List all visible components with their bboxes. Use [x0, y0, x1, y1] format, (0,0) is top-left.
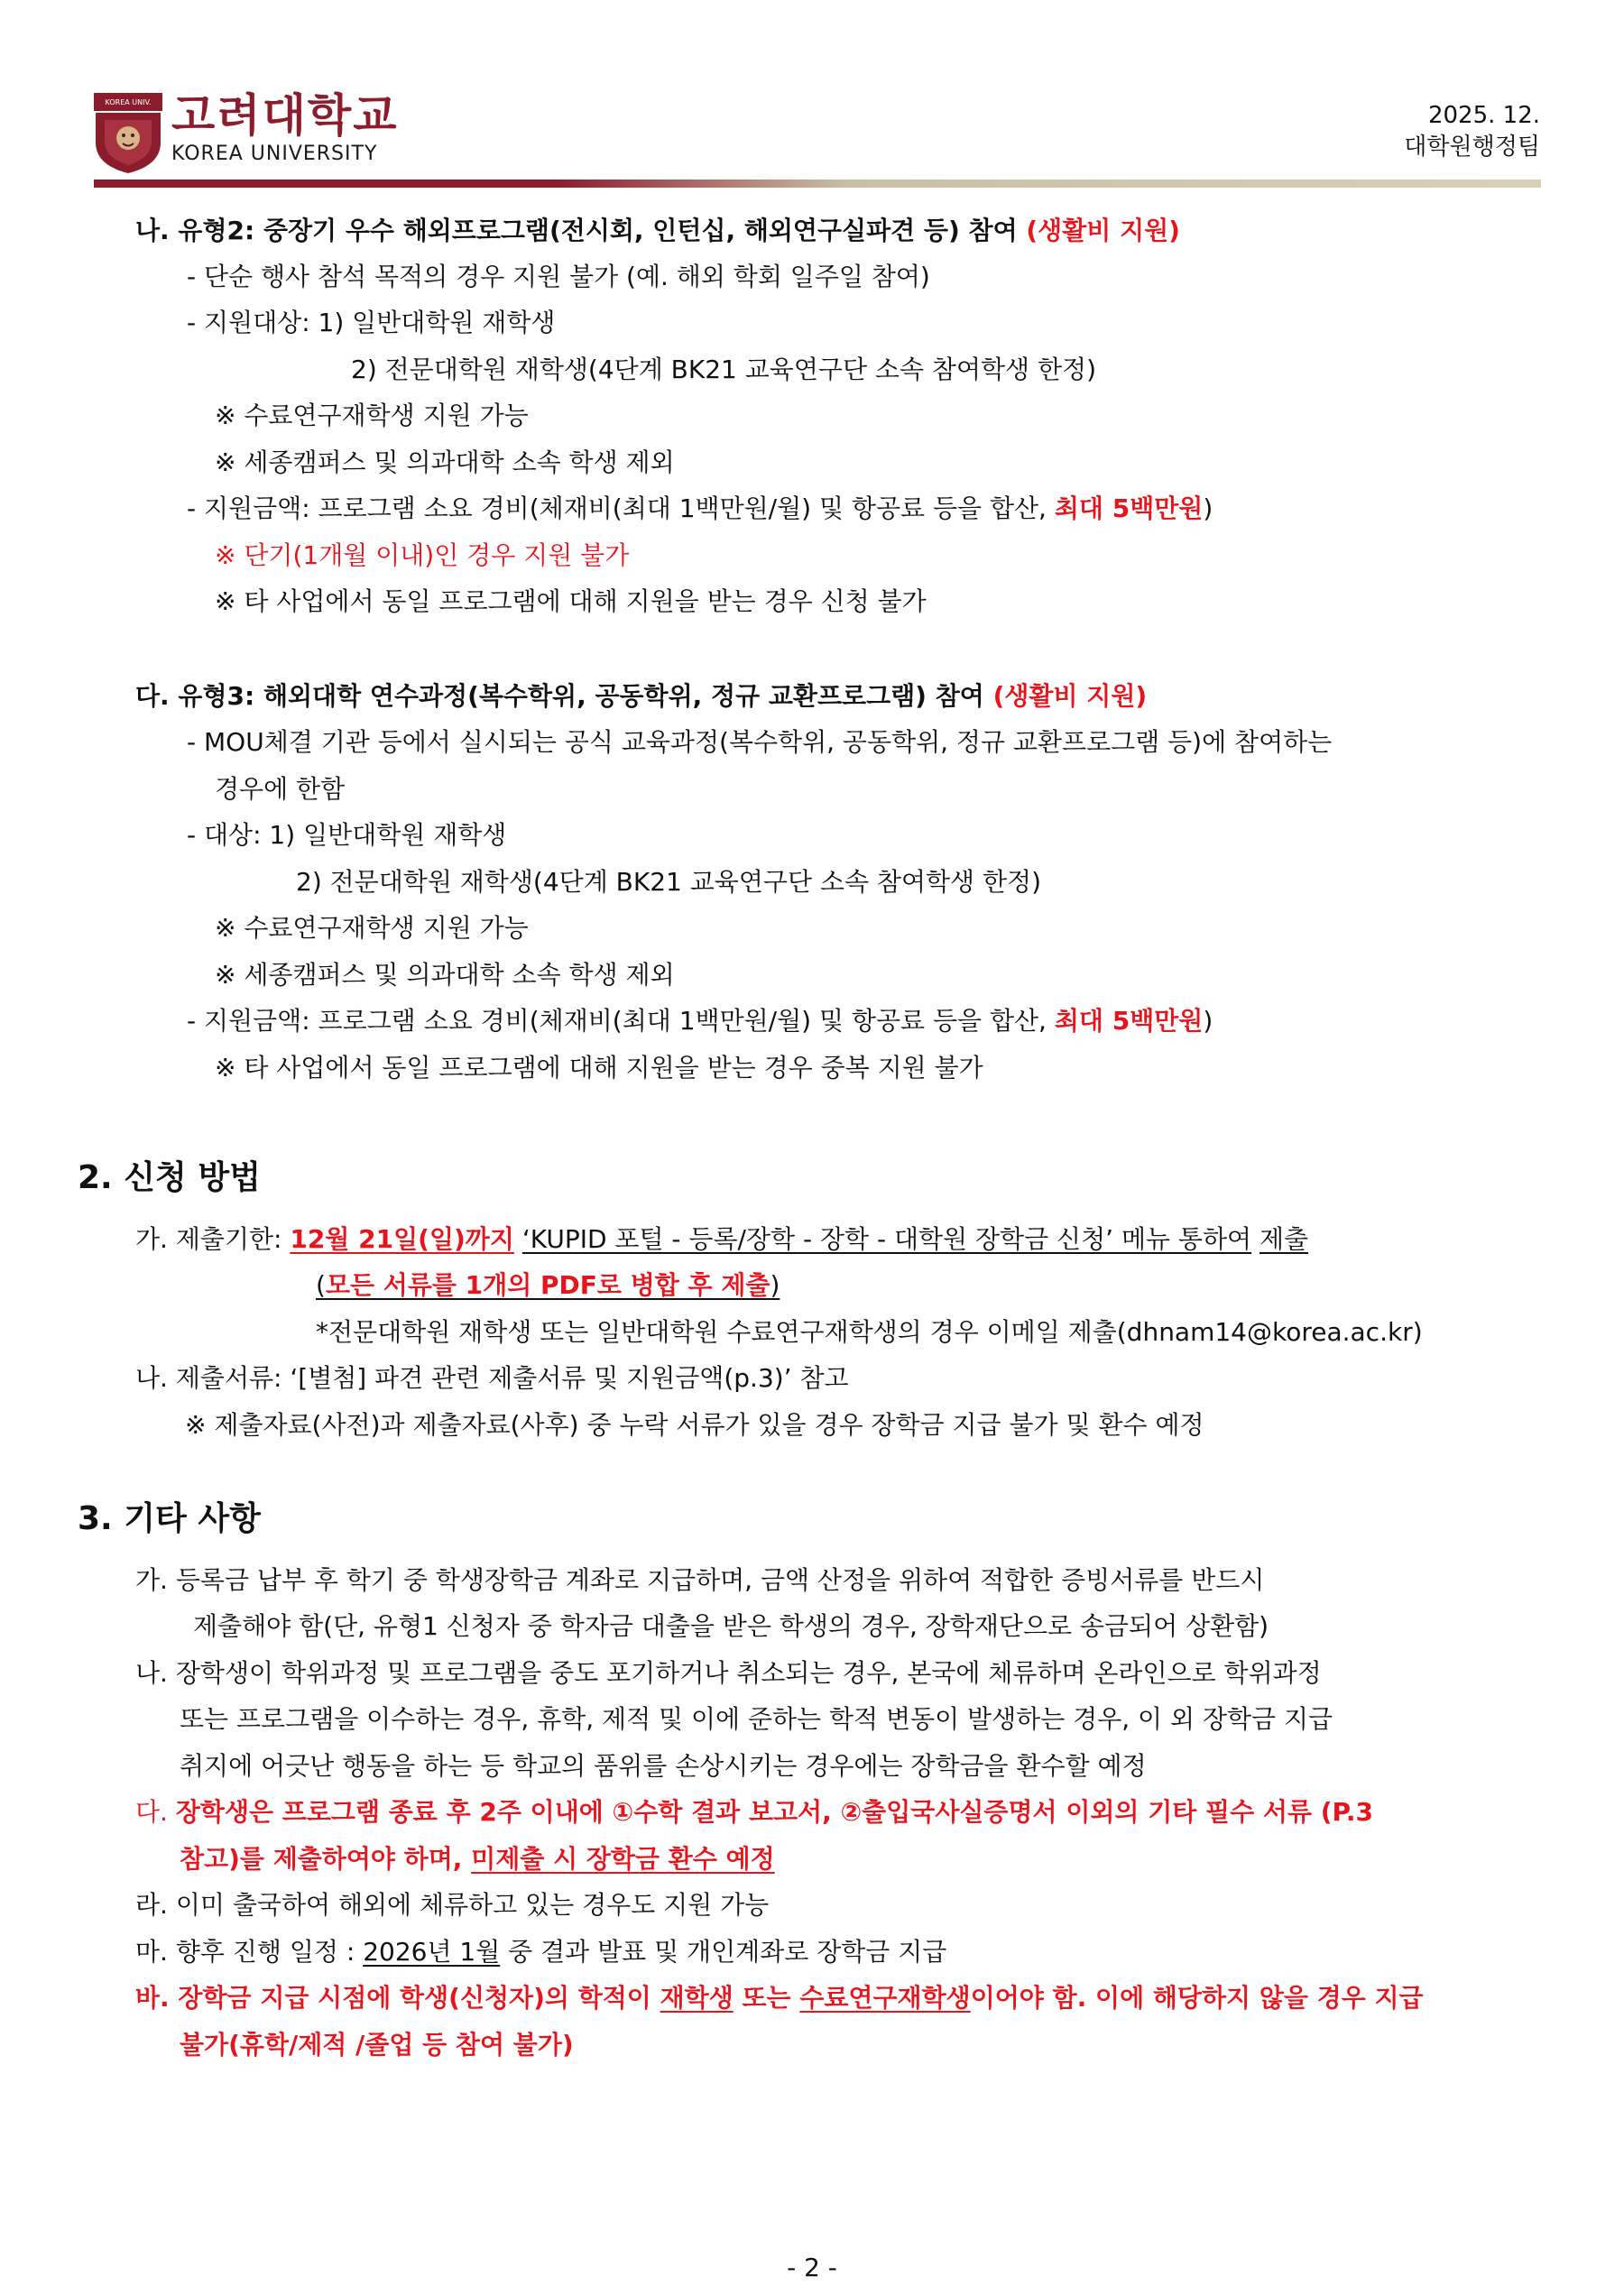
korea-university-emblem-icon: [94, 93, 162, 174]
type3-note: ※ 수료연구재학생 지원 가능: [215, 913, 529, 943]
type3-line: 경우에 한함: [215, 774, 346, 804]
type3-line: - MOU체결 기관 등에서 실시되는 공식 교육과정(복수학위, 공동학위, 정규 교환프로그램 등)에 참여하는: [187, 727, 1333, 757]
type2-note: ※ 수료연구재학생 지원 가능: [215, 401, 529, 430]
issuing-team: 대학원행정팀: [1404, 134, 1540, 161]
type2-title: 나. 유형2: 중장기 우수 해외프로그램(전시회, 인턴십, 해외연구실파견 등) 참여 (생활비 지원): [135, 216, 1180, 245]
university-logo-korean: 고려대학교: [171, 89, 399, 142]
university-logo-english: KOREA UNIVERSITY: [171, 143, 378, 165]
document-date: 2025. 12.: [1427, 102, 1540, 129]
type2-line: 2) 전문대학원 재학생(4단계 BK21 교육연구단 소속 참여학생 한정): [351, 355, 1097, 384]
section-heading-etc: 3. 기타 사항: [78, 1500, 261, 1537]
type2-note: ※ 타 사업에서 동일 프로그램에 대해 지원을 받는 경우 신청 불가: [215, 586, 927, 616]
etc-item-ma: 마. 향후 진행 일정 : 2026년 1월 중 결과 발표 및 개인계좌로 장학금 지급: [135, 1937, 947, 1967]
type3-line: - 대상: 1) 일반대학원 재학생: [187, 820, 507, 850]
etc-item-ba-cont: 불가(휴학/제적 /졸업 등 참여 불가): [180, 2030, 574, 2060]
type3-amount: - 지원금액: 프로그램 소요 경비(체재비(최대 1백만원/월) 및 항공료 등을 합산, 최대 5백만원): [187, 1006, 1213, 1036]
etc-item-ra: 라. 이미 출국하여 해외에 체류하고 있는 경우도 지원 가능: [135, 1890, 770, 1920]
type3-title: 다. 유형3: 해외대학 연수과정(복수학위, 공동학위, 정규 교환프로그램) 참여 (생활비 지원): [135, 681, 1148, 711]
apply-email-note: *전문대학원 재학생 또는 일반대학원 수료연구재학생의 경우 이메일 제출(dhnam14@korea.ac.kr): [316, 1317, 1423, 1347]
etc-item-da-cont: 참고)를 제출하여야 하며, 미제출 시 장학금 환수 예정: [180, 1844, 775, 1874]
etc-item-ga-cont: 제출해야 함(단, 유형1 신청자 중 학자금 대출을 받은 학생의 경우, 장학재단으로 송금되어 상환함): [193, 1611, 1269, 1641]
etc-item-da: 다. 장학생은 프로그램 종료 후 2주 이내에 ①수학 결과 보고서, ②출입국사실증명서 이외의 기타 필수 서류 (P.3: [135, 1797, 1374, 1827]
type3-line: 2) 전문대학원 재학생(4단계 BK21 교육연구단 소속 참여학생 한정): [296, 867, 1042, 897]
etc-item-ba: 바. 장학금 지급 시점에 학생(신청자)의 학적이 재학생 또는 수료연구재학생이어야 함. 이에 해당하지 않을 경우 지급: [135, 1983, 1424, 2013]
header-divider: [94, 180, 1541, 188]
type3-note: ※ 타 사업에서 동일 프로그램에 대해 지원을 받는 경우 중복 지원 불가: [215, 1053, 983, 1083]
page-header: [0, 0, 1624, 194]
type2-amount: - 지원금액: 프로그램 소요 경비(체재비(최대 1백만원/월) 및 항공료 등을 합산, 최대 5백만원): [187, 493, 1213, 523]
apply-deadline: 가. 제출기한: 12월 21일(일)까지 ‘KUPID 포털 - 등록/장학 - 장학 - 대학원 장학금 신청’ 메뉴 통하여 제출: [135, 1224, 1309, 1254]
etc-item-na: 나. 장학생이 학위과정 및 프로그램을 중도 포기하거나 취소되는 경우, 본국에 체류하며 온라인으로 학위과정: [135, 1658, 1322, 1688]
apply-documents-note: ※ 제출자료(사전)과 제출자료(사후) 중 누락 서류가 있을 경우 장학금 지급 불가 및 환수 예정: [185, 1410, 1204, 1440]
etc-item-na-cont: 또는 프로그램을 이수하는 경우, 휴학, 제적 및 이에 준하는 학적 변동이 발생하는 경우, 이 외 장학금 지급: [180, 1704, 1333, 1734]
page-number: - 2 -: [787, 2253, 837, 2282]
etc-item-na-cont: 취지에 어긋난 행동을 하는 등 학교의 품위를 손상시키는 경우에는 장학금을 환수할 예정: [180, 1751, 1147, 1781]
type3-note: ※ 세종캠퍼스 및 의과대학 소속 학생 제외: [215, 960, 675, 990]
svg-text:KOREA UNIV.: KOREA UNIV.: [105, 98, 152, 106]
type2-line: - 지원대상: 1) 일반대학원 재학생: [187, 308, 556, 337]
section-heading-apply: 2. 신청 방법: [78, 1159, 261, 1196]
apply-documents: 나. 제출서류: ‘[별첨] 파견 관련 제출서류 및 지원금액(p.3)’ 참고: [135, 1363, 849, 1393]
type2-note: ※ 세종캠퍼스 및 의과대학 소속 학생 제외: [215, 447, 675, 477]
type2-note-short-term: ※ 단기(1개월 이내)인 경우 지원 불가: [215, 540, 630, 570]
etc-item-ga: 가. 등록금 납부 후 학기 중 학생장학금 계좌로 지급하며, 금액 산정을 위하여 적합한 증빙서류를 반드시: [135, 1565, 1265, 1595]
apply-pdf-note: (모든 서류를 1개의 PDF로 병합 후 제출): [316, 1270, 780, 1300]
type2-line: - 단순 행사 참석 목적의 경우 지원 불가 (예. 해외 학회 일주일 참여): [187, 262, 930, 291]
